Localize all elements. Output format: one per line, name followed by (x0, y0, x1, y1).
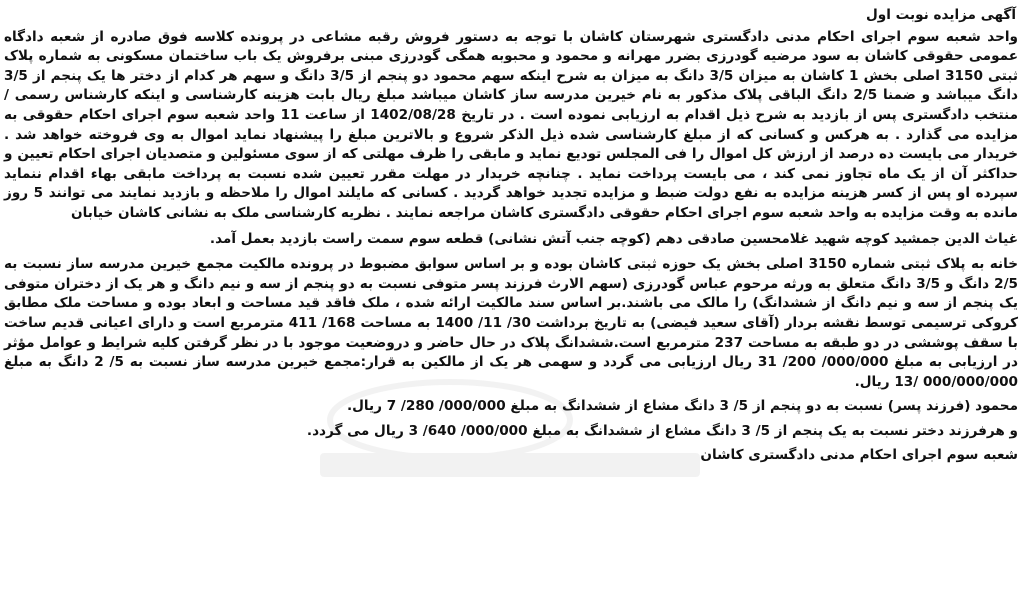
notice-paragraph-address: غیاث الدین جمشید کوچه شهید غلامحسین صادقی دهم (کوچه جنب آتش نشانی) قطعه سوم سمت راست بازدید بعمل آمد. (209, 230, 1018, 247)
share-line-son: محمود (فرزند پسر) نسبت به دو پنجم از 5/ 3 دانگ مشاع از ششدانگ به مبلغ 000/000/ 280/ 7 ریال. (346, 398, 1018, 415)
notice-title: آگهی مزایده نوبت اول (865, 7, 1016, 23)
notice-paragraph-main: واحد شعبه سوم اجرای احکام مدنی دادگستری شهرستان کاشان با توجه به دستور فروش رقبه مشاعی در پرونده کلاسه فوق صادره از شعبه دادگاه عمومی حقوقی کاشان به سود مرضیه گودرزی بضرر مهرانه و محمود و محبوبه همگی گودرزی مبنی برفروش یک باب ساختمان مسکونی به شماره پلاک ثبتی 3150 اصلی بخش 1 کاشان به میزان 3/5 دانگ به میزان به شرح اینکه سهم محمود دو پنجم از 3/5 دانگ و سهم هر کدام از دختر ها یک پنجم از 3/5 دانگ میباشد و ضمنا 2/5 دانگ الباقی پلاک مذکور به نام خیرین مدرسه ساز کاشان میباشد مبلغ ریال بابت هزینه کارشناسی و اینکه کارشناس رسمی / منتخب دادگستری پس از بازدید به شرح ذیل اقدام به ارزیابی نموده است . در تاریخ 1402/08/28 از ساعت 11 واحد شعبه سوم اجرای احکام حقوقی به مزایده می گذارد . به هرکس و کسانی که از مبلغ کارشناسی شده ذیل الذکر شروع و بالاترین مبلغ را پیشنهاد نماید اموال به وی فروخته خواهد شد . خریدار می بایست ده درصد از ارزش کل اموال را فی المجلس تودیع نماید و مابقی را ظرف مهلتی که از سوی مسئولین و متصدیان اجرای احکام تعیین و حداکثر آن از یک ماه تجاوز نمی کند ، می بایست پرداخت نماید . چنانچه خریدار در مهلت مقرر تعیین شده نسبت به پرداخت مابقی بهاء اقدام ننماید سپرده او پس از کسر هزینه مزایده به نفع دولت ضبط و مزایده تجدید خواهد گردید . کسانی که مایلند اموال را ملاحظه و بازدید نمایند می توانند 5 روز مانده به وقت مزایده به واحد شعبه سوم اجرای احکام حقوقی دادگستری کاشان مراجعه نمایند . نظریه کارشناسی ملک به نشانی کاشان خیابان (4, 28, 1019, 221)
share-line-daughters: و هرفرزند دختر نسبت به یک پنجم از 5/ 3 دانگ مشاع از ششدانگ به مبلغ 000/000/ 640/ 3 ریال می گردد. (306, 422, 1018, 439)
auction-notice (4, 0, 1018, 598)
notice-paragraph-appraisal: خانه به پلاک ثبتی شماره 3150 اصلی بخش یک حوزه ثبتی کاشان بوده و بر اساس سوابق مضبوط در پرونده مالکیت مجمع خیرین مدرسه ساز نسبت به 2/5 دانگ و 3/5 دانگ متعلق به ورثه مرحوم عباس گودرزی (سهم الارث فرزند پسر متوفی نسبت به دو پنجم از سه و نیم دانگ و هر یک از دختران متوفی یک پنجم از سه و نیم دانگ از ششدانگ) را مالک می باشند.بر اساس سند مالکیت ارائه شده ، ملک فاقد قید مساحت و ابعاد بوده و مساحت ملک مطابق کروکی ترسیمی توسط نقشه بردار (آقای سعید فیضی) به تاریخ برداشت 30/ 11/ 1400 به مساحت 168/ 411 مترمربع است و دارای اعیانی قدیم ساخت با سقف پوششی در دو طبقه به مساحت 237 مترمربع است.ششدانگ پلاک در حال حاضر و دروضعیت موجود با در نظر گرفتن کلیه شرایط و عوامل مؤثر در ارزیابی به مبلغ 000/000/ 200/ 31 ریال ارزیابی می گردد و سهمی هر یک از مالکین به قرار:مجمع خیرین مدرسه ساز نسبت به 5/ 2 دانگ به مبلغ 000/000/000 /13 ریال. (4, 256, 1019, 390)
notice-signature: شعبه سوم اجرای احکام مدنی دادگستری کاشان (700, 447, 1018, 464)
